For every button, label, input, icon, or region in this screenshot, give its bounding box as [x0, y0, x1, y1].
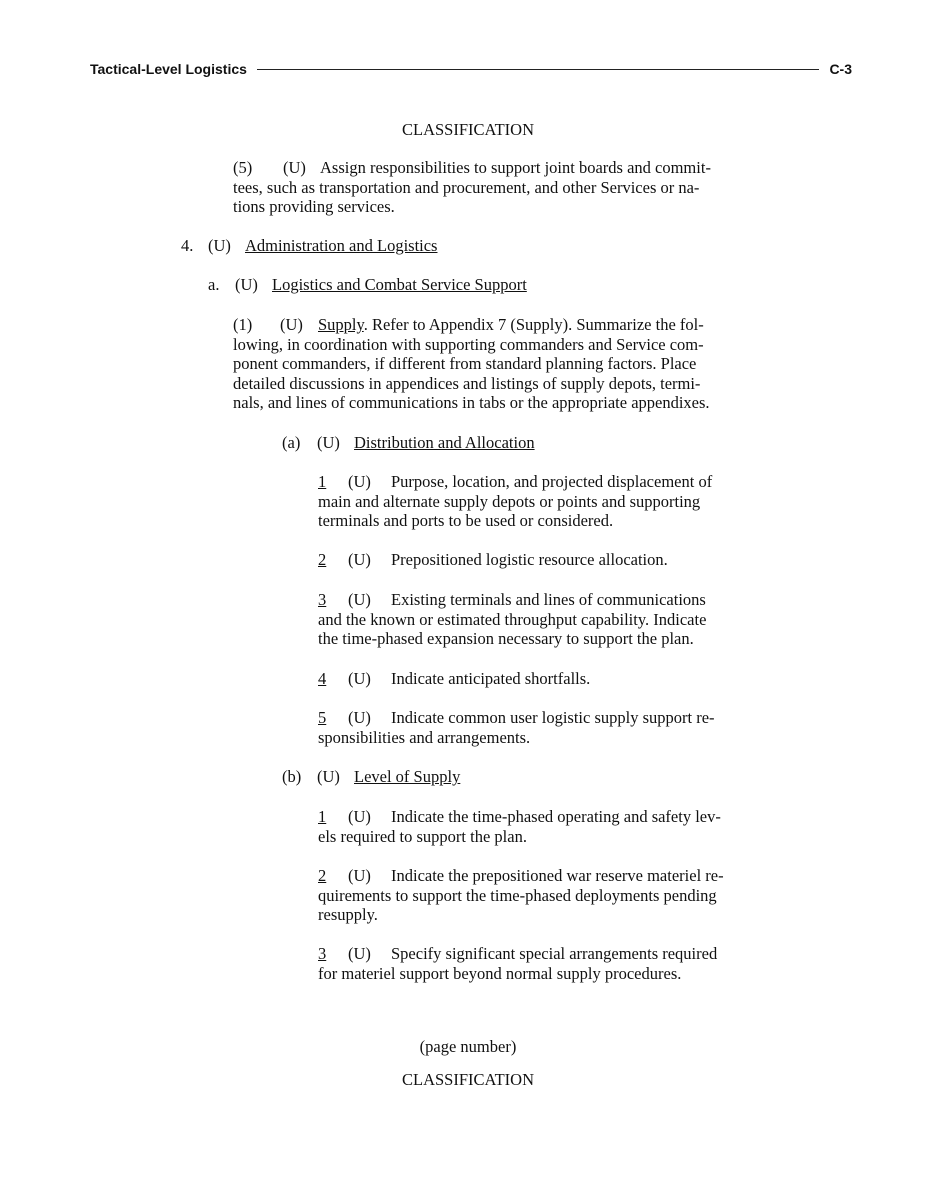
marking: (U): [317, 767, 340, 786]
section-title: Logistics and Combat Service Support: [272, 275, 527, 294]
text-line: nals, and lines of communications in tabs or the appropriate appendixes.: [233, 393, 710, 413]
text-line: resupply.: [318, 905, 378, 925]
numbered-item: [318, 472, 712, 531]
item-number: 2: [318, 550, 327, 569]
header-title: Tactical-Level Logistics: [90, 61, 247, 77]
section-number: a.: [208, 275, 220, 294]
text-line: els required to support the plan.: [318, 826, 527, 846]
text-line: tions providing services.: [233, 197, 395, 217]
item-number: 1: [318, 807, 327, 826]
text-line: Existing terminals and lines of communications: [391, 590, 706, 609]
text-line: Prepositioned logistic resource allocation.: [391, 550, 668, 569]
para-title: Distribution and Allocation: [354, 433, 535, 452]
text-line: Assign responsibilities to support joint boards and commit-: [320, 158, 711, 177]
subpara-b-heading: [282, 767, 460, 787]
para-title: Supply: [318, 315, 364, 334]
item-number: 2: [318, 866, 327, 885]
item-number: 1: [318, 472, 327, 491]
numbered-item: [318, 708, 715, 747]
text-line: for materiel support beyond normal supply procedures.: [318, 963, 682, 983]
marking: (U): [317, 433, 340, 452]
classification-bottom: CLASSIFICATION: [401, 1070, 535, 1089]
paragraph-5: [233, 158, 711, 217]
marking: (U): [348, 807, 371, 826]
page-number: (page number): [419, 1037, 517, 1056]
classification-top: CLASSIFICATION: [401, 120, 535, 139]
numbered-item: [318, 590, 706, 649]
numbered-item: [318, 944, 717, 983]
text-line: quirements to support the time-phased deployments pending: [318, 885, 717, 905]
header-rule: [257, 69, 820, 70]
item-number: 4: [318, 669, 327, 688]
text-line: sponsibilities and arrangements.: [318, 727, 531, 747]
para-number: (b): [282, 767, 302, 786]
marking: (U): [208, 236, 231, 255]
marking: (U): [348, 472, 371, 491]
para-number: (1): [233, 315, 253, 334]
text-line: and the known or estimated throughput capability. Indicate: [318, 609, 707, 629]
text-line: tees, such as transportation and procurement, and other Services or na-: [233, 177, 700, 197]
numbered-item: [318, 669, 590, 689]
running-header: [90, 59, 852, 79]
text-line: Indicate the time-phased operating and safety lev-: [391, 807, 721, 826]
numbered-item: [318, 866, 724, 925]
marking: (U): [348, 590, 371, 609]
subpara-a-heading: [282, 433, 535, 453]
text-line: lowing, in coordination with supporting commanders and Service com-: [233, 334, 704, 354]
marking: (U): [235, 275, 258, 294]
para-number: (5): [233, 158, 253, 177]
numbered-item: [318, 807, 721, 846]
marking: (U): [348, 944, 371, 963]
para-title: Level of Supply: [354, 767, 461, 786]
marking: (U): [348, 866, 371, 885]
text-line: . Refer to Appendix 7 (Supply). Summarize the fol-: [363, 315, 704, 334]
marking: (U): [348, 669, 371, 688]
text-line: Specify significant special arrangements required: [391, 944, 718, 963]
numbered-item: [318, 550, 668, 570]
section-title: Administration and Logistics: [245, 236, 438, 255]
text-line: Indicate common user logistic supply support re-: [391, 708, 715, 727]
text-line: detailed discussions in appendices and listings of supply depots, termi-: [233, 373, 701, 393]
text-line: Indicate anticipated shortfalls.: [391, 669, 591, 688]
marking: (U): [348, 550, 371, 569]
para-number: (a): [282, 433, 301, 452]
text-line: the time-phased expansion necessary to support the plan.: [318, 629, 694, 649]
header-page-id: C-3: [829, 61, 852, 77]
marking: (U): [283, 158, 306, 177]
section-number: 4.: [181, 236, 194, 255]
marking: (U): [348, 708, 371, 727]
section-4-heading: [181, 236, 437, 256]
text-line: Indicate the prepositioned war reserve materiel re-: [391, 866, 724, 885]
text-line: ponent commanders, if different from standard planning factors. Place: [233, 354, 697, 374]
subsection-a-heading: [208, 275, 527, 295]
paragraph-1-supply: [233, 315, 710, 413]
text-line: terminals and ports to be used or considered.: [318, 511, 614, 531]
item-number: 3: [318, 944, 327, 963]
text-line: Purpose, location, and projected displacement of: [391, 472, 713, 491]
item-number: 3: [318, 590, 327, 609]
text-line: main and alternate supply depots or points and supporting: [318, 491, 701, 511]
marking: (U): [280, 315, 303, 334]
item-number: 5: [318, 708, 327, 727]
